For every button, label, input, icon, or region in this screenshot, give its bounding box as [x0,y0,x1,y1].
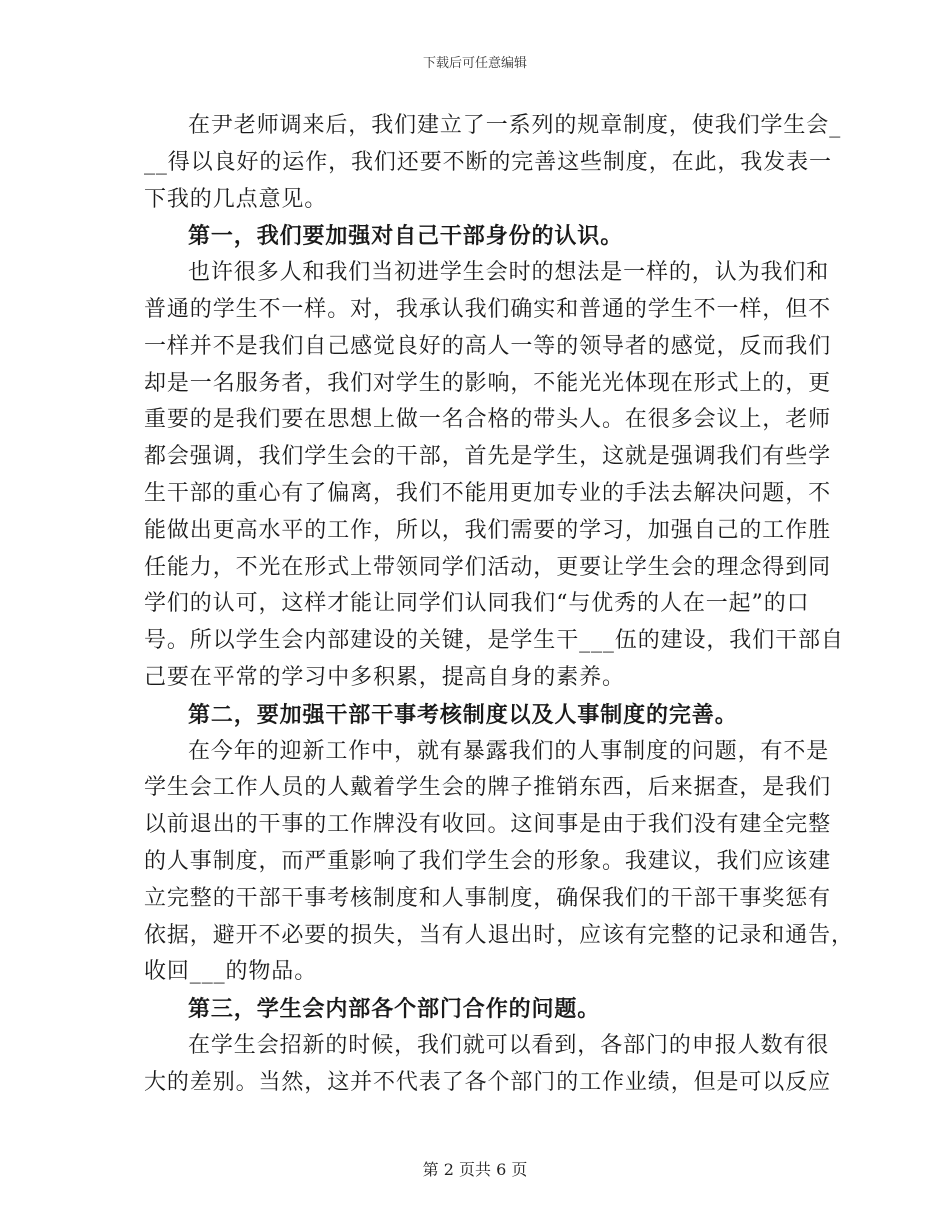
section-heading: 第三，学生会内部各个部门合作的问题。 [188,996,601,1023]
text-line: 立完整的干部干事考核制度和人事制度，确保我们的干部干事奖惩有 [144,885,832,911]
text-line: 号。所以学生会内部建设的关键，是学生干___伍的建设，我们干部自 [144,628,844,654]
text-line: 却是一名服务者，我们对学生的影响，不能光光体现在形式上的，更 [144,370,832,396]
page-header: 下载后可任意编辑 [422,56,527,71]
text-line: 都会强调，我们学生会的干部，首先是学生，这就是强调我们有些学 [144,444,832,470]
document-body [144,108,854,1102]
text-line: 己要在平常的学习中多积累，提高自身的素养。 [144,664,625,690]
text-line: __得以良好的运作，我们还要不断的完善这些制度，在此，我发表一 [144,149,832,175]
text-line: 以前退出的干事的工作牌没有收回。这间事是由于我们没有建全完整 [144,812,832,838]
text-line: 大的差别。当然，这并不代表了各个部门的工作业绩，但是可以反应 [144,1069,832,1095]
text-line: 重要的是我们要在思想上做一名合格的带头人。在很多会议上，老师 [144,407,832,433]
section-heading: 第二，要加强干部干事考核制度以及人事制度的完善。 [188,701,738,728]
page-footer: 第 2 页共 6 页 [422,1160,528,1179]
text-line: 在今年的迎新工作中，就有暴露我们的人事制度的问题，有不是 [188,738,830,764]
text-line: 一样并不是我们自己感觉良好的高人一等的领导者的感觉，反而我们 [144,333,832,359]
text-line: 学生会工作人员的人戴着学生会的牌子推销东西，后来据查，是我们 [144,775,832,801]
text-line: 能做出更高水平的工作，所以，我们需要的学习，加强自己的工作胜 [144,517,832,543]
text-line: 也许很多人和我们当初进学生会时的想法是一样的，认为我们和 [188,260,830,286]
text-line: 下我的几点意见。 [144,186,328,212]
text-line: 收回___的物品。 [144,959,318,985]
text-line: 在尹老师调来后，我们建立了一系列的规章制度，使我们学生会_ [188,113,842,138]
text-line: 普通的学生不一样。对，我承认我们确实和普通的学生不一样，但不 [144,296,832,322]
text-line: 学们的认可，这样才能让同学们认同我们“与优秀的人在一起”的口 [144,591,810,617]
text-line: 的人事制度，而严重影响了我们学生会的形象。我建议，我们应该建 [144,848,832,874]
text-line: 任能力，不光在形式上带领同学们活动，更要让学生会的理念得到同 [144,554,832,580]
text-line: 生干部的重心有了偏离，我们不能用更加专业的手法去解决问题，不 [144,480,832,506]
text-line: 在学生会招新的时候，我们就可以看到，各部门的申报人数有很 [188,1032,830,1058]
section-heading: 第一，我们要加强对自己干部身份的认识。 [188,223,624,250]
text-line: 依据，避开不必要的损失，当有人退出时，应该有完整的记录和通告， [144,922,854,948]
